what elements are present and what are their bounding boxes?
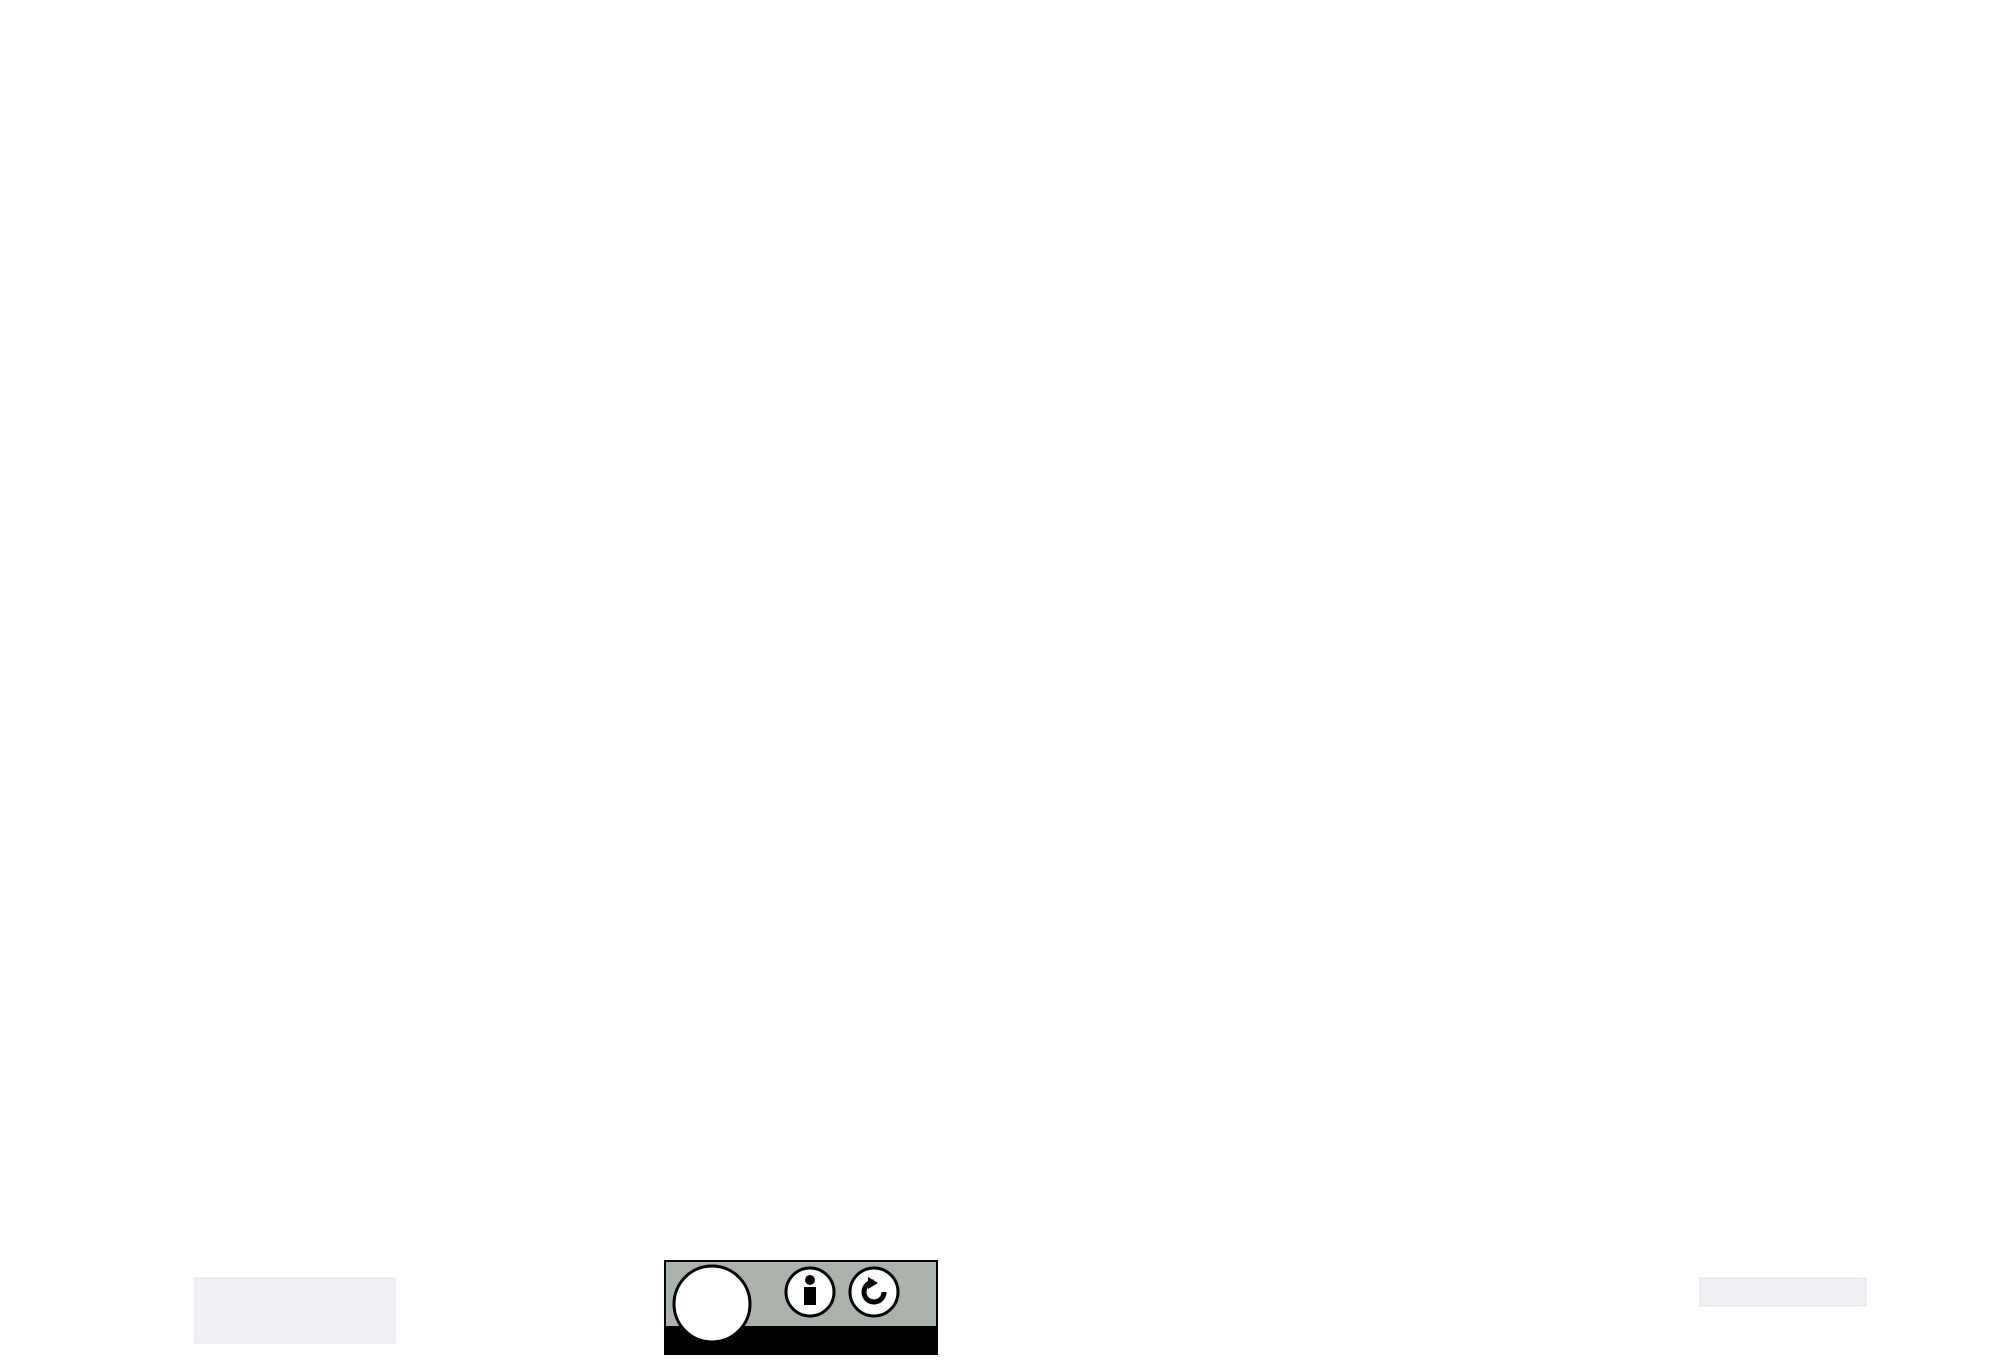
share-alike-icon	[850, 1268, 898, 1316]
reference-heights-box	[195, 1278, 395, 1343]
wv-calib-box	[1700, 1278, 1866, 1306]
cc-by-sa-logo	[665, 1261, 937, 1354]
